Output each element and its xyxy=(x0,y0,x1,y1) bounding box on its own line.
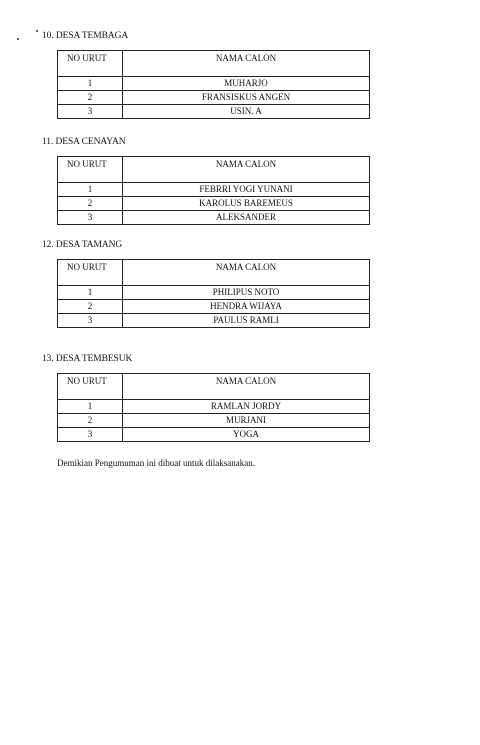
cell-nama-calon: ALEKSANDER xyxy=(123,211,370,225)
cell-nama-calon: KAROLUS BAREMEUS xyxy=(123,197,370,211)
section-title-desa-tamang: 12. DESA TAMANG xyxy=(42,240,123,250)
table-row xyxy=(58,300,370,314)
scan-speck xyxy=(36,30,38,32)
cell-nama-calon: RAMLAN JORDY xyxy=(123,400,370,414)
cell-no-urut: 2 xyxy=(58,414,123,428)
table-header-row xyxy=(58,260,370,286)
table-desa-tembaga xyxy=(57,50,370,119)
header-nama-calon: NAMA CALON xyxy=(123,157,370,183)
cell-nama-calon: PHILIPUS NOTO xyxy=(123,286,370,300)
cell-nama-calon: YOGA xyxy=(123,428,370,442)
table-row xyxy=(58,428,370,442)
cell-no-urut: 3 xyxy=(58,428,123,442)
table-row xyxy=(58,314,370,328)
table-desa-tamang xyxy=(57,259,370,328)
table-header-row xyxy=(58,157,370,183)
header-no-urut: NO URUT xyxy=(58,51,123,77)
table-row xyxy=(58,400,370,414)
table-row xyxy=(58,91,370,105)
table-desa-cenayan xyxy=(57,156,370,225)
closing-statement: Demikian Pengumuman ini dibuat untuk dilaksanakan. xyxy=(57,458,255,468)
cell-nama-calon: MURJANI xyxy=(123,414,370,428)
header-no-urut: NO URUT xyxy=(58,374,123,400)
section-title-desa-tembesuk: 13. DESA TEMBESUK xyxy=(42,354,133,364)
section-title-desa-tembaga: 10. DESA TEMBAGA xyxy=(42,31,129,41)
section-title-desa-cenayan: 11. DESA CENAYAN xyxy=(42,137,126,147)
cell-nama-calon: FEBRRI YOGI YUNANI xyxy=(123,183,370,197)
header-nama-calon: NAMA CALON xyxy=(123,51,370,77)
table-header-row xyxy=(58,374,370,400)
table-header-row xyxy=(58,51,370,77)
header-no-urut: NO URUT xyxy=(58,157,123,183)
header-nama-calon: NAMA CALON xyxy=(123,374,370,400)
cell-nama-calon: FRANSISKUS ANGEN xyxy=(123,91,370,105)
cell-no-urut: 3 xyxy=(58,105,123,119)
cell-no-urut: 3 xyxy=(58,314,123,328)
header-nama-calon: NAMA CALON xyxy=(123,260,370,286)
header-no-urut: NO URUT xyxy=(58,260,123,286)
table-row xyxy=(58,197,370,211)
table-desa-tembesuk xyxy=(57,373,370,442)
table-row xyxy=(58,105,370,119)
cell-no-urut: 1 xyxy=(58,286,123,300)
table-row xyxy=(58,211,370,225)
cell-no-urut: 1 xyxy=(58,183,123,197)
cell-no-urut: 2 xyxy=(58,91,123,105)
scan-speck xyxy=(17,38,19,40)
cell-no-urut: 2 xyxy=(58,197,123,211)
table-row xyxy=(58,286,370,300)
table-row xyxy=(58,77,370,91)
cell-nama-calon: HENDRA WIJAYA xyxy=(123,300,370,314)
table-row xyxy=(58,414,370,428)
cell-no-urut: 3 xyxy=(58,211,123,225)
cell-nama-calon: USIN. A xyxy=(123,105,370,119)
cell-nama-calon: PAULUS RAMLI xyxy=(123,314,370,328)
cell-no-urut: 1 xyxy=(58,400,123,414)
table-row xyxy=(58,183,370,197)
cell-no-urut: 1 xyxy=(58,77,123,91)
cell-no-urut: 2 xyxy=(58,300,123,314)
cell-nama-calon: MUHARJO xyxy=(123,77,370,91)
